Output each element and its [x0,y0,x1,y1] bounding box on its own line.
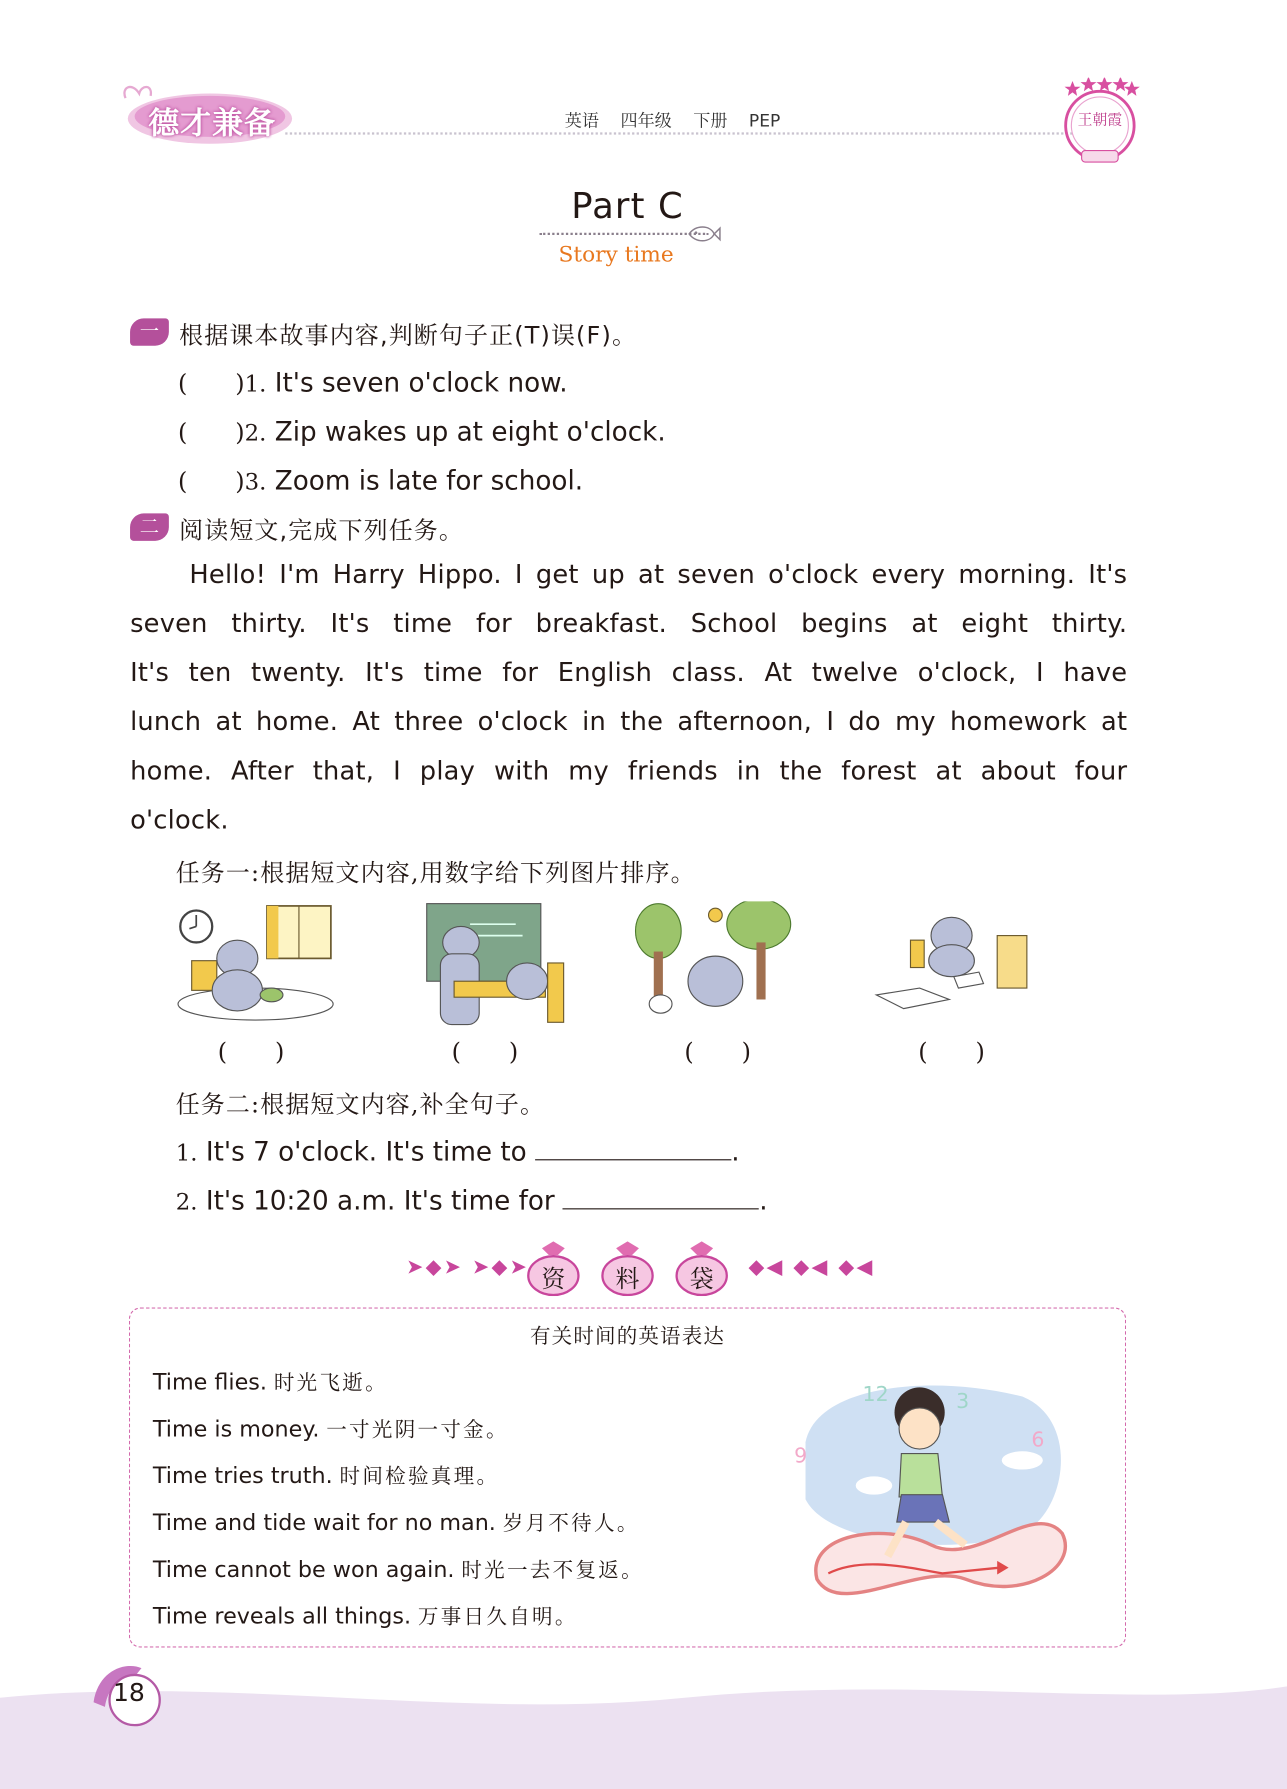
bag-char: 袋 [689,1265,714,1293]
bag-char: 资 [541,1265,566,1293]
idiom-line: Time is money. 一寸光阴一寸金。 [152,1415,509,1443]
part-title: Part C [571,185,684,228]
passage-line: Hello! I'm Harry Hippo. I get up at seven o'clock every morning. It's [189,560,1128,590]
fill-blank[interactable] [535,1134,731,1160]
tf-item-1: ( )1. It's seven o'clock now. [177,368,568,399]
tf-item-2: ( )2. Zip wakes up at eight o'clock. [177,417,666,448]
task-2-title: 任务二:根据短文内容,补全句子。 [175,1090,546,1119]
fish-decoration-right-icon: ◆◀ ◆◀ ◆◀ [748,1255,875,1280]
passage-line: lunch at home. At three o'clock in the afternoon, I do my homework at [130,707,1128,738]
passage-line: seven thirty. It's time for breakfast. School begins at eight thirty. [130,609,1128,639]
hippo-homework-desk-icon [869,901,1029,1027]
passage-line: It's ten twenty. It's time for English class. At twelve o'clock, I have [130,658,1128,688]
idiom-line: Time and tide wait for no man. 岁月不待人。 [152,1509,640,1536]
book-info [565,108,797,132]
resource-heading: 有关时间的英语表达 [529,1324,726,1349]
book-edition: PEP [748,110,781,132]
answer-blank[interactable]: ( ) [177,467,245,496]
title-underline [540,233,709,235]
section-1-title: 根据课本故事内容,判断句子正(T)误(F)。 [179,321,638,350]
idiom-line: Time reveals all things. 万事日久自明。 [152,1603,578,1630]
picture-1-answer[interactable]: ( ) [217,1038,285,1066]
passage-line: o'clock. [130,805,229,836]
section-2-title: 阅读短文,完成下列任务。 [179,516,465,545]
idiom-line: Time cannot be won again. 时光一去不复返。 [152,1556,644,1583]
idiom-line: Time flies. 时光飞逝。 [152,1369,388,1396]
hippo-forest-friends-icon [633,901,793,1027]
task-1-title: 任务一:根据短文内容,用数字给下列图片排序。 [175,859,696,887]
bag-char: 料 [615,1265,640,1293]
svg-text:6: 6 [1031,1427,1045,1452]
header-divider [285,132,1072,134]
footer-wave [0,1675,1287,1789]
section-1-badge: 一 [130,318,169,345]
book-grade: 四年级 [620,110,672,132]
picture-3-answer[interactable]: ( ) [684,1038,751,1066]
svg-text:9: 9 [794,1443,808,1468]
picture-2-answer[interactable]: ( ) [451,1038,519,1066]
idiom-line: Time tries truth. 时间检验真理。 [152,1462,500,1489]
seal-name: 王朝霞 [1077,111,1123,129]
fill-blank[interactable] [563,1183,759,1209]
answer-blank[interactable]: ( ) [177,418,245,447]
part-subtitle: Story time [558,241,674,267]
picture-4-answer[interactable]: ( ) [918,1038,985,1066]
fill-item-2: 2. It's 10:20 a.m. It's time for . [176,1183,768,1216]
svg-text:3: 3 [956,1388,970,1413]
answer-blank[interactable]: ( ) [177,369,245,398]
boy-running-clock-track-icon [794,1374,1075,1616]
page-number: 18 [112,1679,145,1709]
svg-text:12: 12 [862,1382,889,1407]
hippo-breakfast-clock-icon [176,901,336,1027]
book-volume: 下册 [693,110,728,132]
fill-item-1: 1. It's 7 o'clock. It's time to . [176,1134,740,1167]
tf-item-3: ( )3. Zoom is late for school. [177,466,584,497]
hippo-classroom-blackboard-icon [424,901,584,1027]
brand-title: 德才兼备 [148,106,277,142]
passage-line: home. After that, I play with my friends in the forest at about four [130,756,1128,787]
section-2-badge: 二 [130,513,169,540]
fish-decoration-left-icon: ➤◆➤ ➤◆➤ [406,1255,530,1280]
book-subject: 英语 [564,110,600,132]
